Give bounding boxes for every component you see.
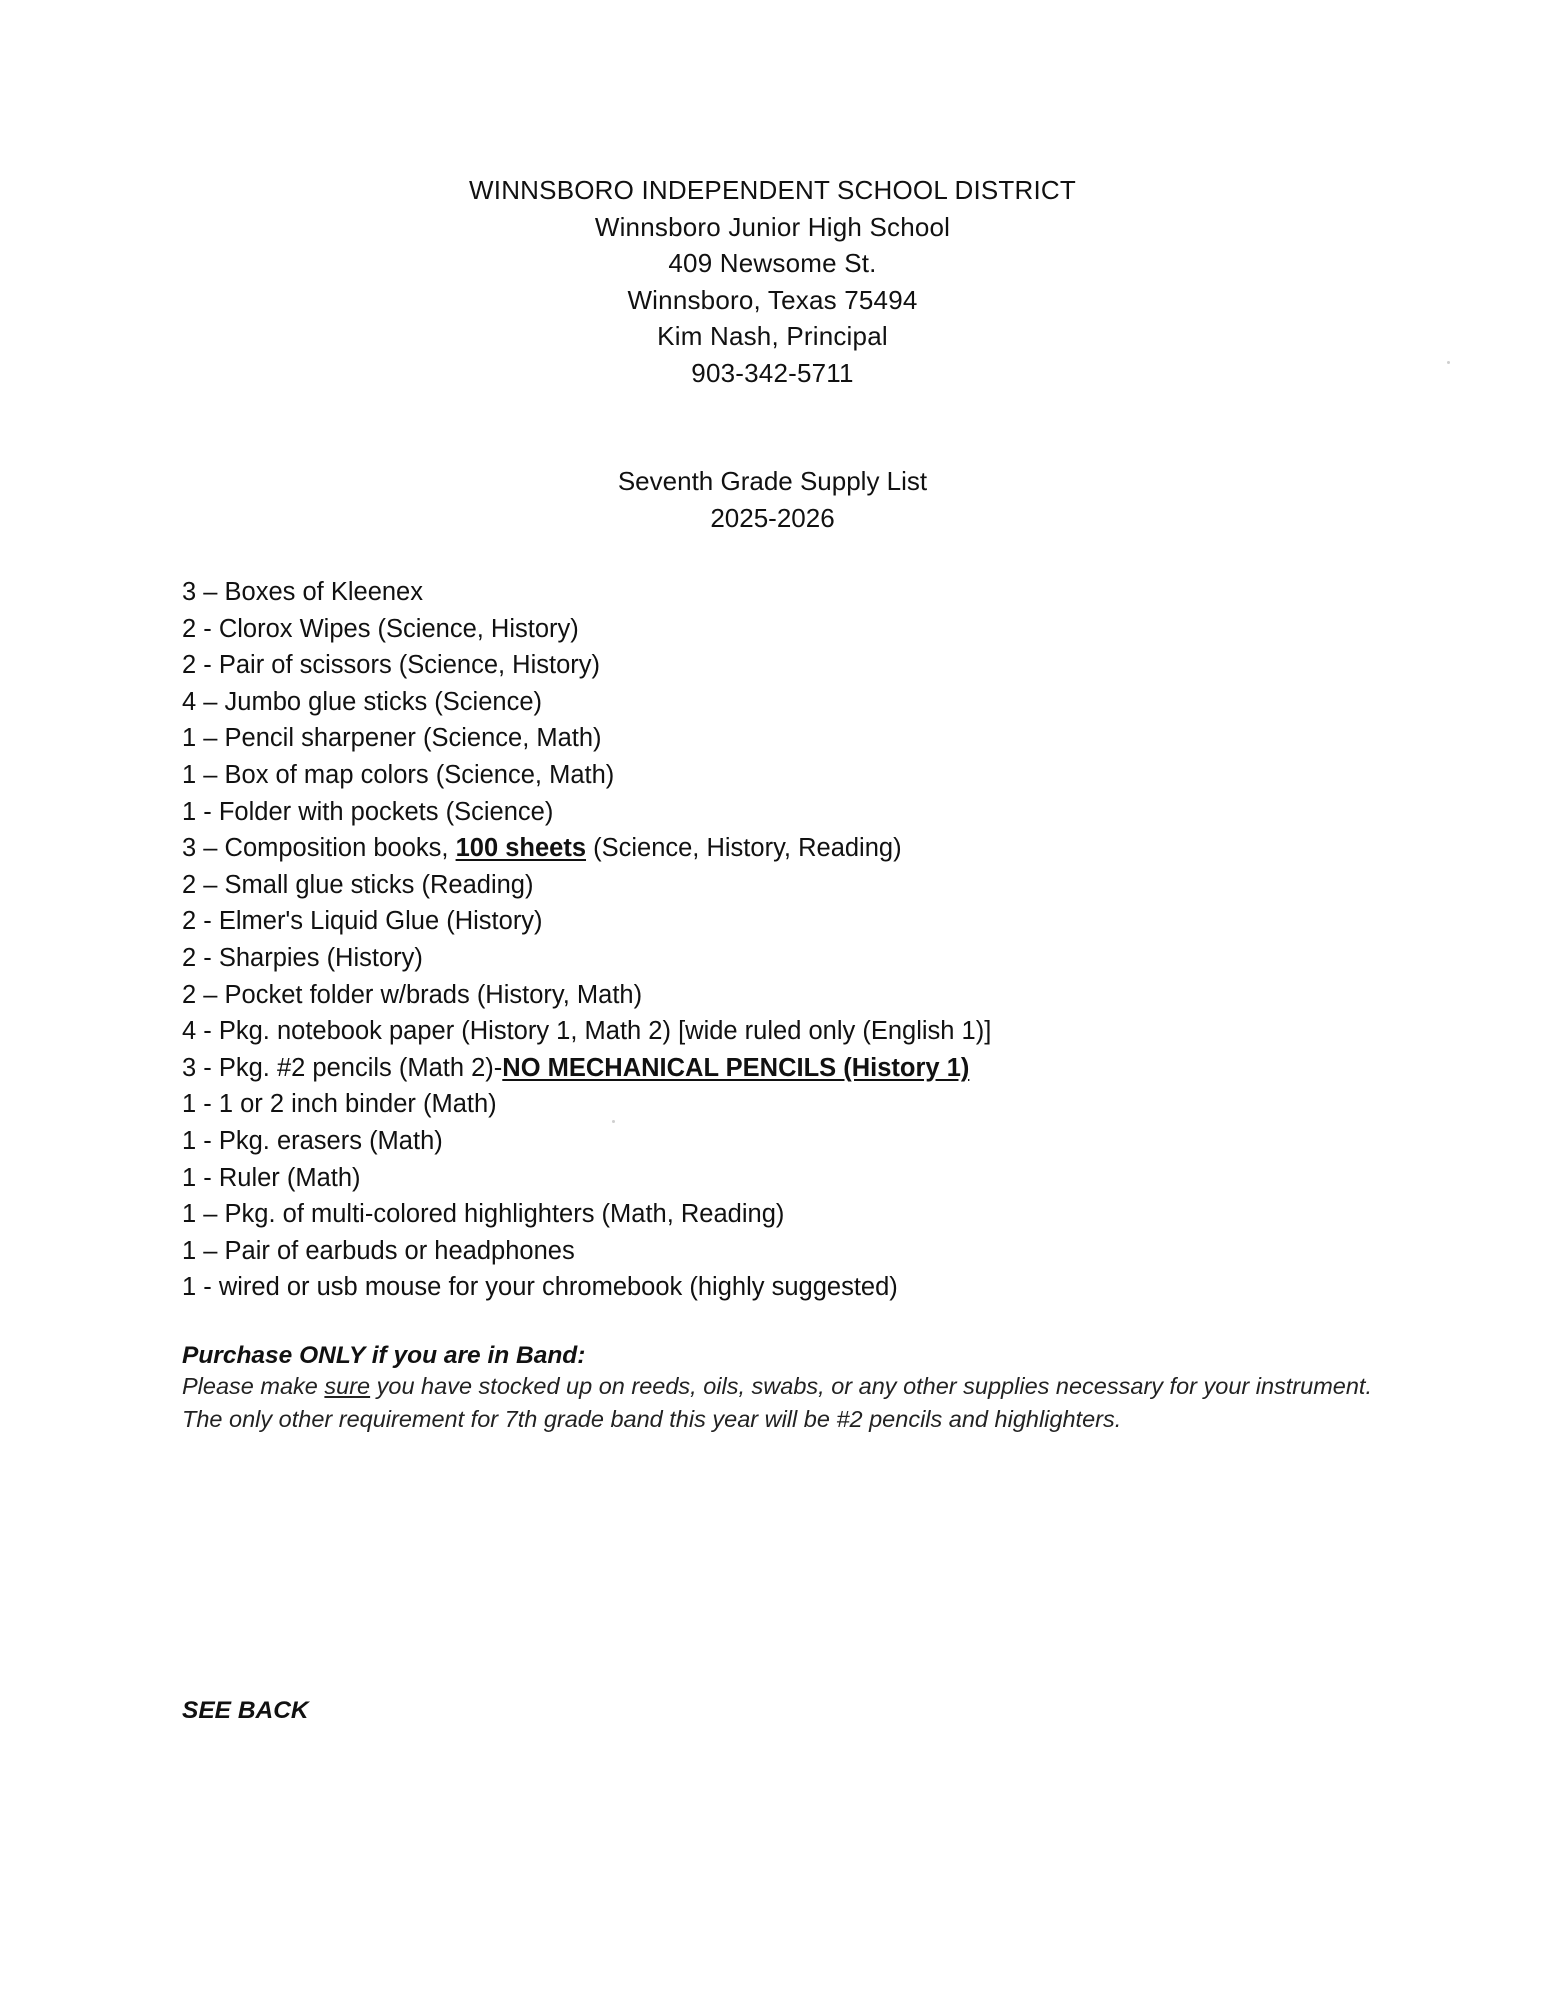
band-text-end: you have stocked up on reeds, oils, swabs, or any other supplies necessary for your instrument. The only other requirement for 7th grade band this year will be #2 pencils and highlighters. xyxy=(182,1373,1372,1432)
list-item: 2 - Elmer's Liquid Glue (History) xyxy=(182,907,543,936)
item-text: 3 - Pkg. #2 pencils (Math 2)- xyxy=(182,1053,503,1082)
school-year: 2025-2026 xyxy=(710,503,835,533)
list-title-block xyxy=(0,463,1545,537)
emphasized-text: 100 sheets xyxy=(455,834,587,863)
list-item: 2 - Pair of scissors (Science, History) xyxy=(182,651,601,680)
list-item: 1 - 1 or 2 inch binder (Math) xyxy=(182,1090,497,1119)
list-item: 2 – Pocket folder w/brads (History, Math) xyxy=(182,980,643,1009)
list-item: 4 – Jumbo glue sticks (Science) xyxy=(182,687,542,716)
list-item: 1 - Folder with pockets (Science) xyxy=(182,797,554,826)
school-name: Winnsboro Junior High School xyxy=(594,211,951,242)
list-item: 1 – Pair of earbuds or headphones xyxy=(182,1236,575,1265)
list-item: 1 – Pencil sharpener (Science, Math) xyxy=(182,724,602,753)
principal-name: Kim Nash, Principal xyxy=(657,321,888,351)
list-item xyxy=(182,1050,991,1087)
band-text-start: Please make xyxy=(182,1373,325,1399)
list-item: 3 – Boxes of Kleenex xyxy=(182,578,423,606)
phone-number: 903-342-5711 xyxy=(691,357,854,388)
list-title: Seventh Grade Supply List xyxy=(617,466,928,496)
item-text: 3 – Composition books, xyxy=(182,834,456,863)
list-item: 1 - wired or usb mouse for your chromebook (highly suggested) xyxy=(182,1273,898,1302)
see-back-note: SEE BACK xyxy=(182,1697,309,1724)
list-item xyxy=(182,830,991,867)
list-item: 2 - Sharpies (History) xyxy=(182,943,423,972)
underlined-word: sure xyxy=(324,1373,371,1399)
list-item: 1 - Pkg. erasers (Math) xyxy=(182,1126,443,1155)
list-item: 1 – Pkg. of multi-colored highlighters (Math, Reading) xyxy=(182,1200,785,1229)
scan-speck xyxy=(612,1120,615,1123)
list-item: 2 - Clorox Wipes (Science, History) xyxy=(182,614,579,643)
letterhead xyxy=(0,172,1545,391)
list-item: 1 – Box of map colors (Science, Math) xyxy=(182,760,615,789)
street-address: 409 Newsome St. xyxy=(668,248,877,278)
item-text: (Science, History, Reading) xyxy=(586,834,902,863)
scan-speck xyxy=(1447,361,1450,364)
band-heading: Purchase ONLY if you are in Band: xyxy=(182,1342,586,1369)
emphasized-text: NO MECHANICAL PENCILS (History 1) xyxy=(502,1053,970,1082)
district-name: WINNSBORO INDEPENDENT SCHOOL DISTRICT xyxy=(469,175,1076,205)
supply-list xyxy=(182,574,991,1306)
list-item: 4 - Pkg. notebook paper (History 1, Math 2) [wide ruled only (English 1)] xyxy=(182,1017,992,1046)
band-paragraph xyxy=(182,1370,1402,1436)
list-item: 2 – Small glue sticks (Reading) xyxy=(182,870,534,899)
list-item: 1 - Ruler (Math) xyxy=(182,1163,361,1192)
city-state-zip: Winnsboro, Texas 75494 xyxy=(627,284,918,315)
